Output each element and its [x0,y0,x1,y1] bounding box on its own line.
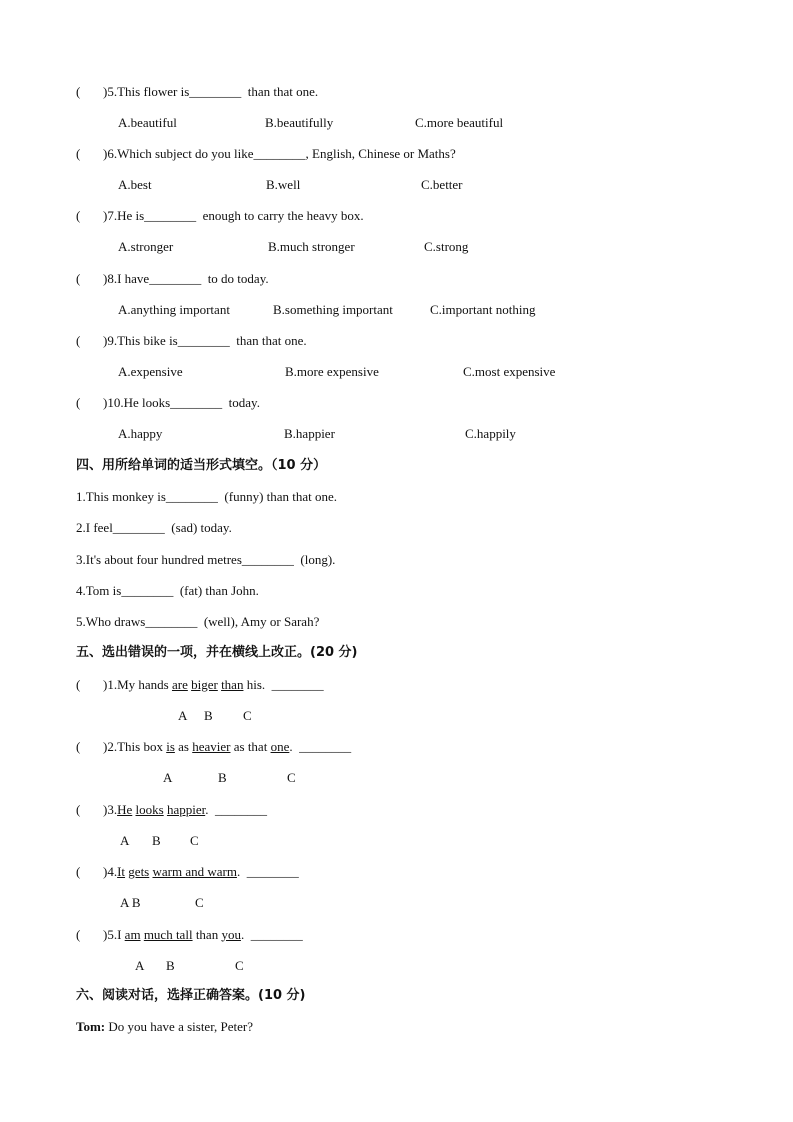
sentence-text: as [174,739,193,754]
option-c: C.most expensive [463,363,556,379]
sentence-text: )2.This box [103,739,167,754]
option-a: A.expensive [118,363,183,379]
fill-blank-item: 1.This monkey is________ (funny) than that one. [76,489,338,505]
option-b: B.something important [273,301,393,317]
option-a: A.stronger [118,239,174,255]
underlined-option: It [117,864,126,879]
dialogue-line [76,1019,253,1035]
underlined-option: He [117,801,133,817]
section-heading: 四、用所给单词的适当形式填空。（10 分） [76,458,327,473]
sentence-text: . ________ [240,926,303,942]
answer-paren: ( [76,84,81,99]
answer-paren: ( [76,395,81,410]
option-c: C.important nothing [430,301,536,317]
question-text: )7.He is________ enough to carry the heavy box. [103,208,364,224]
option-a: A.best [118,177,152,193]
question-text: )6.Which subject do you like________, English, Chinese or Maths? [103,146,456,162]
option-a: A.happy [118,426,163,441]
fill-blank-item: 4.Tom is________ (fat) than John. [76,582,259,598]
underlined-option: is [166,739,175,754]
underlined-option: much tall [143,926,193,942]
fill-blank-item: 3.It's about four hundred metres________ (long). [76,551,336,567]
option-b: B.happier [284,426,335,441]
option-b: B.well [266,177,301,193]
answer-paren: ( [76,739,81,754]
option-letter: C [235,957,244,973]
option-c: C.more beautiful [415,115,504,130]
underlined-option: heavier [192,739,231,754]
sentence-text: . ________ [205,801,267,817]
option-letter: A [120,832,130,848]
error-sentence [103,677,324,693]
underlined-option: one [270,739,290,754]
underlined-option: gets [128,864,150,879]
dialogue-text: Do you have a sister, Peter? [105,1019,253,1034]
option-letter: B [218,770,227,785]
sentence-text: )1.My hands [103,676,172,692]
underlined-option: warm and warm [152,864,237,879]
question-text: )5.This flower is________ than that one. [103,84,319,99]
sentence-text: as that [230,739,271,754]
sentence-text: )3. [103,801,118,817]
option-letter: A [135,957,145,973]
answer-paren: ( [76,676,81,692]
sentence-text: )5.I [103,926,125,942]
option-c: C.happily [465,426,516,441]
fill-blank-item: 5.Who draws________ (well), Amy or Sarah? [76,614,320,629]
option-letter: B [166,957,175,973]
option-b: B.much stronger [268,239,355,255]
section-heading: 六、阅读对话，选择正确答案。(10 分) [76,988,306,1003]
answer-paren: ( [76,864,81,879]
answer-paren: ( [76,801,81,817]
question-text: )9.This bike is________ than that one. [103,332,307,348]
underlined-option: you [221,926,241,942]
section-heading: 五、选出错误的一项，并在横线上改正。(20 分) [76,645,358,660]
underlined-option: than [221,676,244,692]
option-c: C.better [421,177,463,193]
error-sentence [103,739,351,755]
option-letter: A B [120,895,141,910]
answer-paren: ( [76,208,81,224]
sentence-text: his. ________ [243,676,324,692]
speaker-name: Tom: [76,1019,106,1034]
option-letter: B [204,707,213,723]
underlined-option: happier [166,801,206,817]
underlined-option: biger [191,676,218,692]
question-text: )10.He looks________ today. [103,395,260,410]
sentence-text: . ________ [289,739,352,754]
option-letter: A [163,770,173,785]
error-sentence [103,802,267,818]
option-b: B.beautifully [265,115,334,130]
option-letter: C [243,707,252,723]
answer-paren: ( [76,146,81,162]
question-text: )8.I have________ to do today. [103,270,269,286]
option-letter: A [178,707,188,723]
sentence-text: than [192,926,222,942]
fill-blank-item: 2.I feel________ (sad) today. [76,520,232,536]
sentence-text: . ________ [236,864,299,879]
option-letter: C [195,895,204,910]
answer-paren: ( [76,270,81,286]
answer-paren: ( [76,332,81,348]
error-sentence [103,864,299,880]
option-letter: B [152,832,161,848]
underlined-option: looks [135,801,164,817]
option-letter: C [287,770,296,785]
answer-paren: ( [76,926,81,942]
option-b: B.more expensive [285,363,379,379]
error-sentence [103,927,303,943]
option-letter: C [190,832,199,848]
underlined-option: are [171,676,188,692]
option-a: A.anything important [118,301,230,317]
sentence-text: )4. [103,864,118,879]
underlined-option: am [124,926,141,942]
option-c: C.strong [424,239,469,255]
option-a: A.beautiful [118,115,177,130]
